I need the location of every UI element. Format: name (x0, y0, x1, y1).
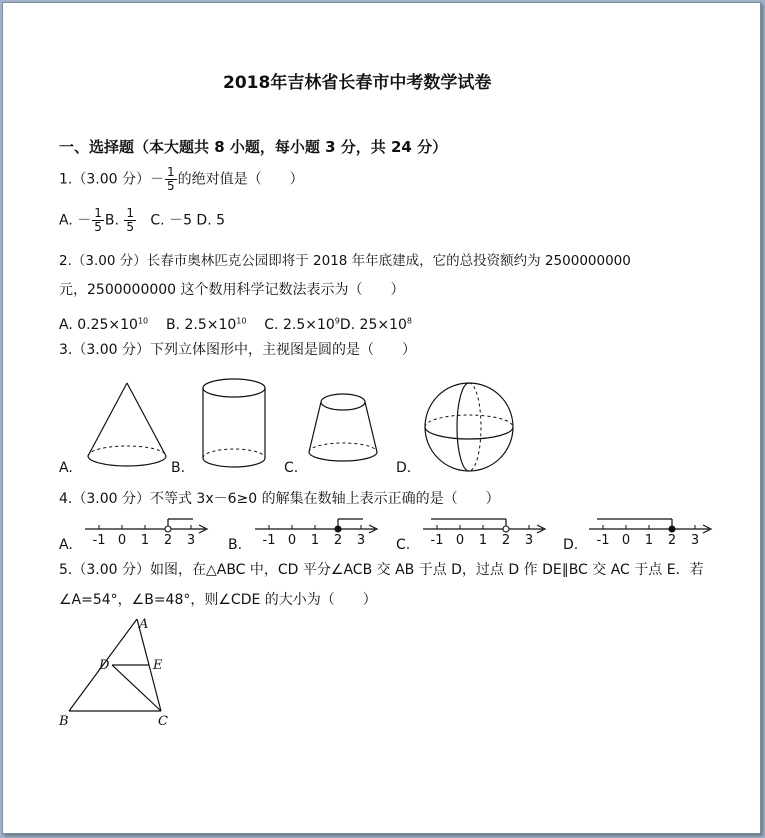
point-b-label: B (59, 714, 69, 729)
cone-figure (83, 379, 173, 474)
open-dot (165, 526, 171, 532)
point-e-label: E (153, 658, 163, 673)
question-1-options (59, 207, 225, 234)
q2-option-a (59, 317, 148, 333)
tick-label: 2 (667, 533, 677, 548)
number-line-c (419, 513, 551, 553)
tick-label: 2 (163, 533, 173, 548)
q2-option-c (264, 317, 340, 333)
q2-c-base: C. 2.5×10 (264, 316, 335, 333)
point-a-label: A (139, 617, 149, 632)
frustum-figure (303, 390, 387, 470)
q1-a-den: 5 (94, 220, 102, 234)
open-dot (503, 526, 509, 532)
q1-option-b-fraction (124, 207, 136, 234)
tick-label: -1 (430, 533, 444, 548)
q2-d-base: D. 25×10 (339, 316, 407, 333)
tick-label: -1 (262, 533, 276, 548)
tick-label: 0 (455, 533, 465, 548)
q1-option-a-fraction (92, 207, 104, 234)
exam-page (2, 2, 761, 834)
question-2-line-2: 元，2500000000 这个数用科学记数法表示为（ ） (59, 282, 405, 298)
tick-label: 0 (621, 533, 631, 548)
closed-dot (669, 526, 675, 532)
q4-label-d: D. (563, 537, 579, 553)
q3-label-d: D. (396, 460, 412, 476)
tick-label: 0 (287, 533, 297, 548)
question-2-line-1: 2.（3.00 分）长春市奥林匹克公园即将于 2018 年年底建成，它的总投资额约为 2500000000 (59, 253, 631, 269)
tick-label: 0 (117, 533, 127, 548)
point-c-label: C (158, 714, 168, 729)
q1-b-num: 1 (126, 206, 135, 220)
tick-label: 1 (310, 533, 320, 548)
question-5-line-2: ∠A=54°，∠B=48°，则∠CDE 的大小为（ ） (59, 592, 377, 608)
q4-label-b: B. (228, 537, 243, 553)
tick-label: 1 (644, 533, 654, 548)
point-d-label: D (99, 658, 110, 673)
question-1 (59, 166, 304, 193)
cylinder-figure (197, 375, 271, 471)
tick-label: 1 (478, 533, 488, 548)
q3-label-a: A. (59, 460, 73, 476)
question-4: 4.（3.00 分）不等式 3x－6≥0 的解集在数轴上表示正确的是（ ） (59, 491, 500, 507)
tick-label: 2 (333, 533, 343, 548)
q2-b-exp: 10 (236, 316, 247, 325)
tick-label: 3 (524, 533, 534, 548)
q3-label-c: C. (284, 460, 299, 476)
number-line-a (81, 513, 213, 553)
q1-option-a: A. － (59, 212, 92, 229)
q2-c-exp: 9 (334, 316, 340, 325)
q1-a-num: 1 (94, 206, 102, 220)
section-heading: 一、选择题（本大题共 8 小题，每小题 3 分，共 24 分） (59, 138, 448, 156)
q2-d-exp: 8 (406, 316, 413, 325)
question-5-line-1: 5.（3.00 分）如图，在△ABC 中，CD 平分∠ACB 交 AB 于点 D，过点 D 作 DE∥BC 交 AC 于点 E．若 (59, 562, 704, 578)
q1-b-den: 5 (126, 220, 135, 234)
q1-prefix: 1.（3.00 分）－ (59, 171, 164, 188)
q1-suffix: 的绝对值是（ ） (177, 171, 304, 188)
question-2-options (59, 312, 412, 334)
q4-label-a: A. (59, 537, 73, 553)
q1-frac-den: 5 (166, 179, 175, 193)
q1-option-b: B. (104, 212, 119, 229)
q2-a-exp: 10 (137, 316, 149, 325)
tick-label: 3 (186, 533, 196, 548)
tick-label: -1 (92, 533, 106, 548)
q2-a-base: A. 0.25×10 (59, 316, 138, 333)
number-line-b (251, 513, 383, 553)
page-title: 2018年吉林省长春市中考数学试卷 (223, 73, 492, 93)
q2-option-b (166, 317, 247, 333)
q2-option-d (340, 317, 412, 333)
closed-dot (335, 526, 341, 532)
triangle-figure (57, 615, 187, 733)
question-3: 3.（3.00 分）下列立体图形中，主视图是圆的是（ ） (59, 342, 416, 358)
q1-fraction (165, 166, 177, 193)
sphere-figure (421, 380, 517, 474)
q2-b-base: B. 2.5×10 (165, 316, 237, 333)
tick-label: 2 (501, 533, 511, 548)
q3-label-b: B. (171, 460, 186, 476)
tick-label: 1 (140, 533, 150, 548)
tick-label: 3 (356, 533, 366, 548)
tick-label: 3 (690, 533, 700, 548)
tick-label: -1 (596, 533, 610, 548)
number-line-d (585, 513, 717, 553)
q1-frac-num: 1 (166, 165, 175, 179)
q4-label-c: C. (396, 537, 411, 553)
q1-option-cd: C. －5 D. 5 (150, 212, 226, 229)
